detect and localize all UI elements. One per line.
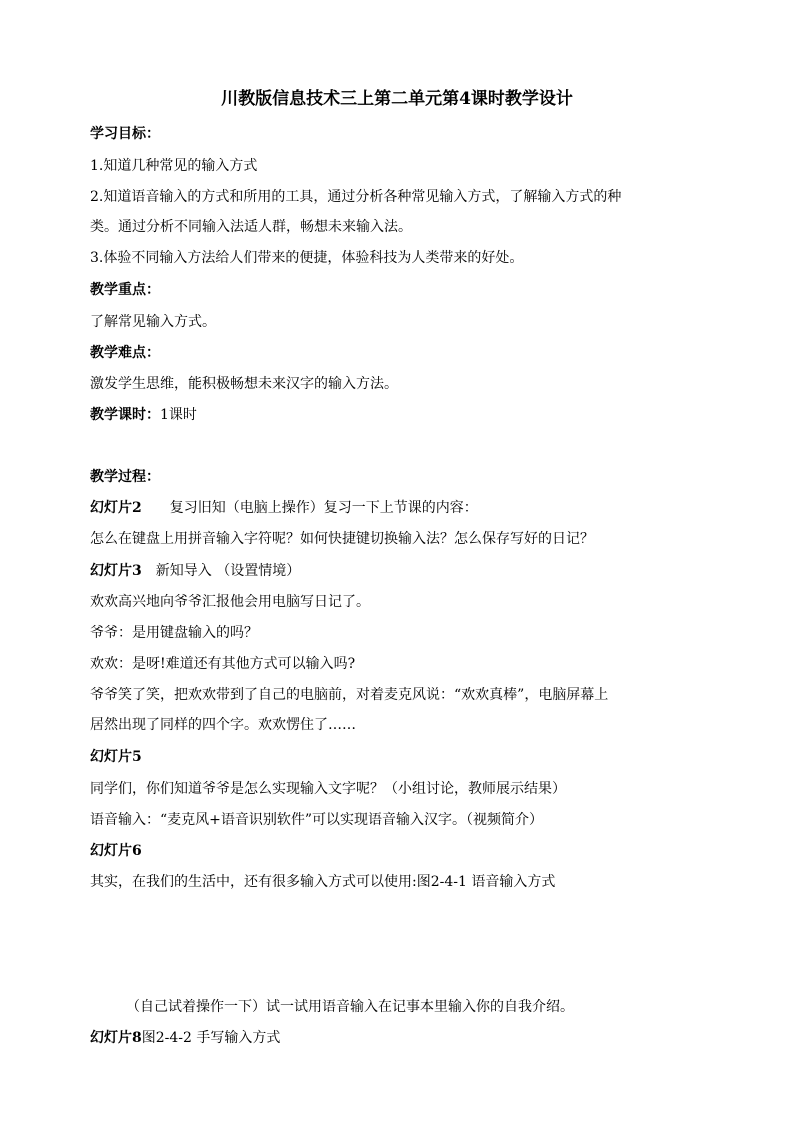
- hours-row: [90, 405, 197, 425]
- hours-heading: 教学课时：: [90, 407, 160, 423]
- story-line-1: 欢欢高兴地向爷爷汇报他会用电脑写日记了。: [90, 594, 370, 610]
- slide3-label: 幻灯片3: [90, 563, 142, 579]
- slide6-label: 幻灯片6: [90, 843, 142, 859]
- key-point-text: 了解常见输入方式。: [90, 314, 216, 330]
- slide5-text-2: 语音输入：“麦克风+语音识别软件”可以实现语音输入汉字。（视频简介）: [90, 812, 544, 828]
- slide3-text: 新知导入 （设置情境）: [155, 563, 301, 579]
- slide5-label: 幻灯片5: [90, 749, 142, 765]
- difficulty-text: 激发学生思维，能积极畅想未来汉字的输入方法。: [90, 376, 398, 392]
- slide3-row: [90, 561, 300, 581]
- objectives-heading: 学习目标：: [90, 126, 160, 142]
- slide2-row: [90, 498, 478, 518]
- slide2-label: 幻灯片2: [90, 500, 142, 516]
- slide2-question: 怎么在键盘上用拼音输入字符呢？如何快捷键切换输入法？怎么保存写好的日记？: [90, 531, 594, 547]
- objective-item-2-line-2: 类。通过分析不同输入法适人群，畅想未来输入法。: [90, 219, 412, 235]
- story-line-2: 爷爷：是用键盘输入的吗？: [90, 625, 258, 641]
- slide8-label: 幻灯片8: [90, 1030, 142, 1046]
- slide2-text: 复习旧知（电脑上操作）复习一下上节课的内容：: [169, 500, 478, 516]
- slide8-row: [90, 1028, 280, 1048]
- slide6-text: 其实，在我们的生活中，还有很多输入方式可以使用:图2-4-1 语音输入方式: [90, 874, 556, 890]
- key-point-heading: 教学重点：: [90, 282, 160, 298]
- objective-item-2-line-1: 2.知道语音输入的方式和所用的工具，通过分析各种常见输入方式，了解输入方式的种: [90, 189, 622, 205]
- story-line-4: 爷爷笑了笑，把欢欢带到了自己的电脑前，对着麦克风说：“欢欢真棒”，电脑屏幕上: [90, 687, 609, 703]
- hours-text: 1课时: [160, 407, 197, 423]
- difficulty-heading: 教学难点：: [90, 345, 160, 361]
- objective-item-3: 3.体验不同输入方法给人们带来的便捷，体验科技为人类带来的好处。: [90, 250, 524, 266]
- slide5-text-1: 同学们，你们知道爷爷是怎么实现输入文字呢？（小组讨论，教师展示结果）: [90, 781, 566, 797]
- objective-item-1: 1.知道几种常见的输入方式: [90, 158, 258, 174]
- slide8-text: 图2-4-2 手写输入方式: [141, 1030, 281, 1046]
- process-heading: 教学过程：: [90, 469, 160, 485]
- practice-text: （自己试着操作一下）试一试用语音输入在记事本里输入你的自我介绍。: [126, 999, 574, 1015]
- document-title: 川教版信息技术三上第二单元第4课时教学设计: [221, 89, 573, 109]
- story-line-5: 居然出现了同样的四个字。欢欢愣住了……: [90, 717, 356, 733]
- story-line-3: 欢欢：是呀!难道还有其他方式可以输入吗?: [90, 656, 356, 672]
